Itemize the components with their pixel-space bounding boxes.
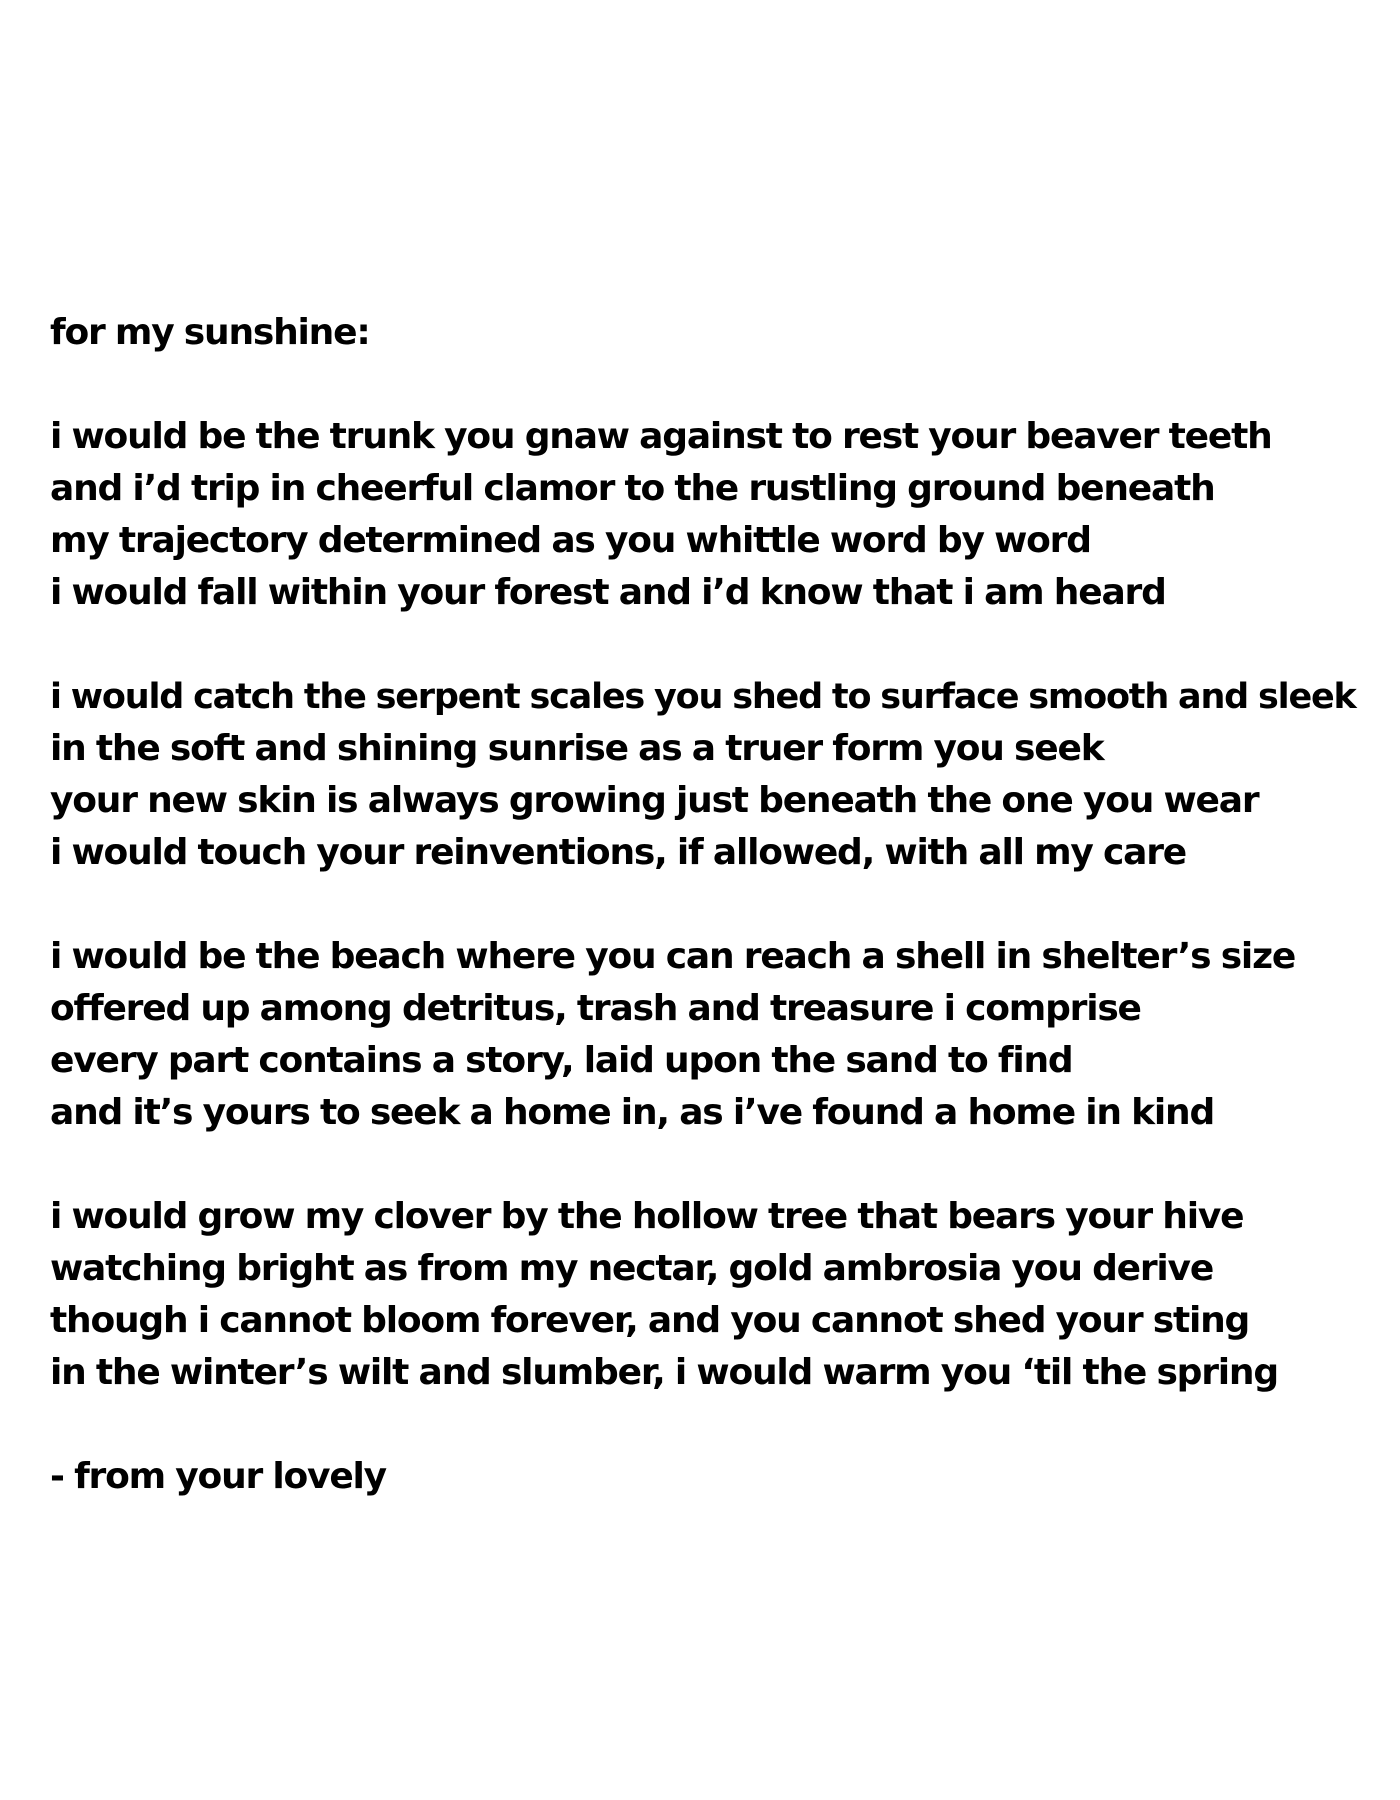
- stanza-gap: [50, 359, 1390, 411]
- poem-signoff: - from your lovely: [50, 1456, 386, 1497]
- poem-line: in the soft and shining sunrise as a truer form you seek: [50, 728, 1104, 769]
- poem-line: my trajectory determined as you whittle word by word: [50, 520, 1091, 561]
- poem-line: though i cannot bloom forever, and you cannot shed your sting: [50, 1300, 1250, 1341]
- stanza-2: [50, 671, 1390, 879]
- poem-dedication: for my sunshine:: [50, 312, 370, 353]
- stanza-gap: [50, 1399, 1390, 1451]
- poem-line: and i’d trip in cheerful clamor to the rustling ground beneath: [50, 468, 1215, 509]
- stanza-gap: [50, 1139, 1390, 1191]
- stanza-4: [50, 1191, 1390, 1399]
- poem-line: offered up among detritus, trash and treasure i comprise: [50, 988, 1141, 1029]
- poem-line: your new skin is always growing just beneath the one you wear: [50, 780, 1259, 821]
- poem-line: i would touch your reinventions, if allowed, with all my care: [50, 832, 1187, 873]
- poem-line: i would catch the serpent scales you shed to surface smooth and sleek: [50, 677, 1356, 717]
- poem-line: i would fall within your forest and i’d know that i am heard: [50, 572, 1166, 613]
- stanza-3: [50, 931, 1390, 1139]
- stanza-gap: [50, 619, 1390, 671]
- poem-line: in the winter’s wilt and slumber, i would warm you ‘til the spring: [50, 1352, 1278, 1393]
- poem-line: i would grow my clover by the hollow tree that bears your hive: [50, 1196, 1244, 1237]
- poem-line: and it’s yours to seek a home in, as i’ve found a home in kind: [50, 1092, 1215, 1133]
- stanza-1: [50, 411, 1390, 619]
- poem-line: i would be the beach where you can reach a shell in shelter’s size: [50, 936, 1296, 977]
- stanza-gap: [50, 879, 1390, 931]
- poem-line: every part contains a story, laid upon the sand to find: [50, 1040, 1073, 1081]
- poem-line: i would be the trunk you gnaw against to rest your beaver teeth: [50, 416, 1272, 457]
- poem-line: watching bright as from my nectar, gold ambrosia you derive: [50, 1248, 1214, 1289]
- poem-page: [50, 307, 1390, 1503]
